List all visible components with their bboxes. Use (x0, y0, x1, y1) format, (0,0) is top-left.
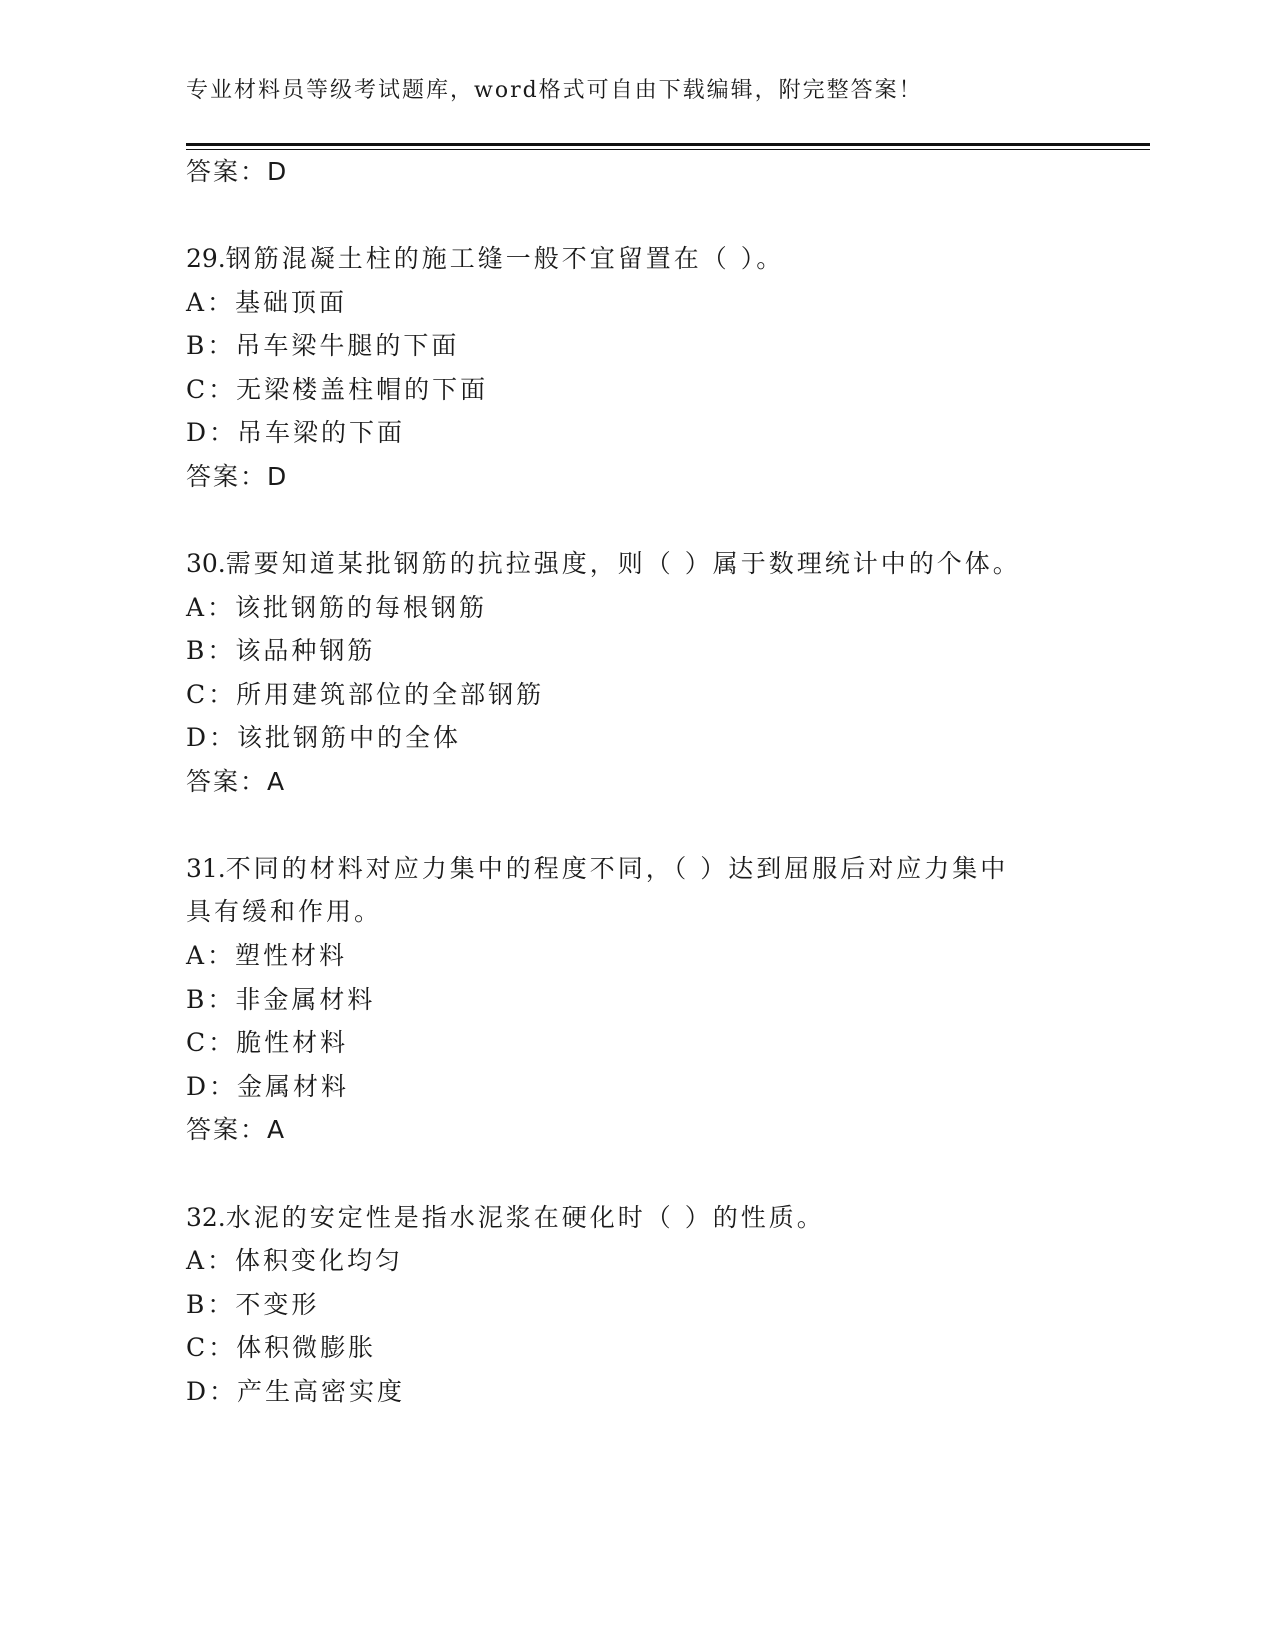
question-29-stem (186, 237, 1106, 281)
answer: 答案：A (186, 767, 287, 796)
option-c: C：体积微膨胀 (186, 1333, 377, 1362)
answer: 答案：D (186, 462, 289, 491)
option-c: C：脆性材料 (186, 1028, 349, 1057)
question-32-stem (186, 1196, 1106, 1240)
option-c: C：无梁楼盖柱帽的下面 (186, 375, 489, 404)
option-a: A：该批钢筋的每根钢筋 (186, 593, 488, 622)
question-text: 不同的材料对应力集中的程度不同，（ ）达到屈服后对应力集中 (225, 854, 1009, 883)
option-b: B：该品种钢筋 (186, 636, 376, 665)
previous-answer: 答案：D (186, 157, 289, 186)
option-a: A：塑性材料 (186, 941, 348, 970)
option-b: B：吊车梁牛腿的下面 (186, 331, 460, 360)
header-divider-thick (186, 143, 1150, 146)
question-text: 钢筋混凝土柱的施工缝一般不宜留置在（ ）。 (225, 244, 785, 273)
option-b: B：非金属材料 (186, 985, 376, 1014)
question-number: 30. (186, 549, 226, 578)
answer: 答案：A (186, 1115, 287, 1144)
option-b: B：不变形 (186, 1290, 320, 1319)
question-31-stem (186, 847, 1106, 891)
option-c: C：所用建筑部位的全部钢筋 (186, 680, 545, 709)
option-d: D：金属材料 (186, 1072, 350, 1101)
option-d: D：吊车梁的下面 (186, 418, 406, 447)
question-30-stem (186, 542, 1106, 586)
question-text: 水泥的安定性是指水泥浆在硬化时（ ）的性质。 (225, 1203, 825, 1232)
option-a: A：体积变化均匀 (186, 1246, 404, 1275)
page-header-text: 专业材料员等级考试题库，word格式可自由下载编辑，附完整答案！ (186, 78, 923, 103)
question-number: 32. (186, 1203, 226, 1232)
question-31-stem-continued: 具有缓和作用。 (186, 897, 383, 926)
option-d: D：产生高密实度 (186, 1377, 406, 1406)
question-number: 29. (186, 244, 226, 273)
question-number: 31. (186, 854, 226, 883)
option-d: D：该批钢筋中的全体 (186, 723, 462, 752)
option-a: A：基础顶面 (186, 288, 348, 317)
question-text: 需要知道某批钢筋的抗拉强度，则（ ）属于数理统计中的个体。 (225, 549, 1021, 578)
